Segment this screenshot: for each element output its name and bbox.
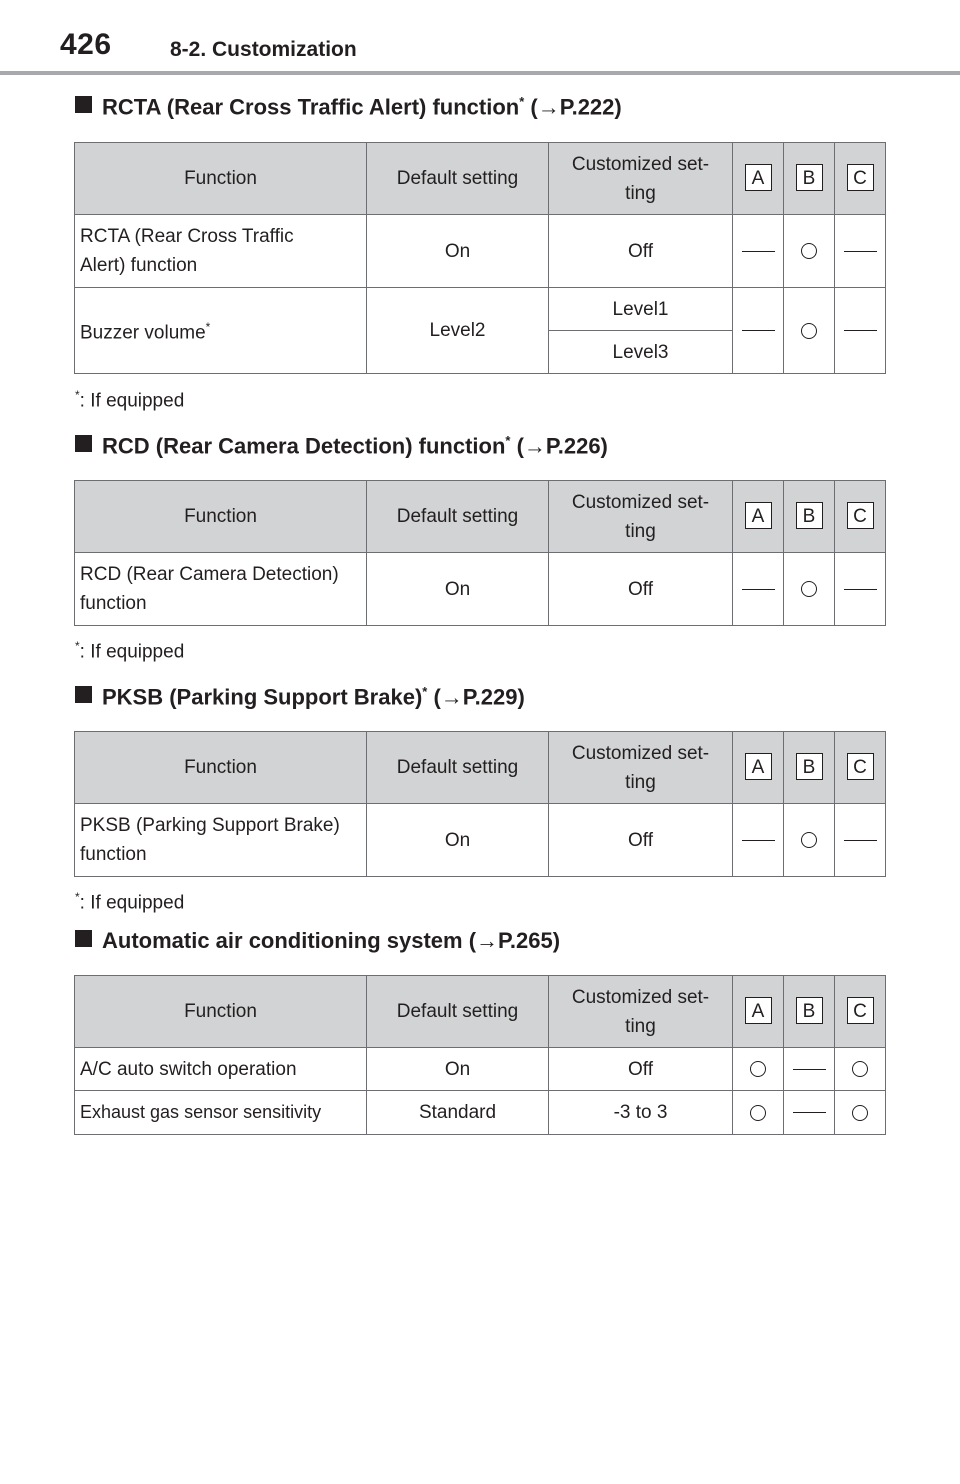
cell-function: RCTA (Rear Cross Traffic Alert) function — [75, 215, 367, 288]
col-customized: Customized set- ting — [549, 732, 733, 804]
cell-customized: Off — [549, 804, 733, 877]
cell-default: On — [367, 804, 549, 877]
table-row — [75, 804, 886, 877]
cell-customized: Level3 — [549, 331, 733, 374]
footnote: *: If equipped — [75, 639, 185, 663]
cell-function: Exhaust gas sensor sensitivity — [75, 1091, 367, 1135]
dash-icon — [835, 804, 886, 877]
dash-icon — [733, 215, 784, 288]
col-c: C — [835, 481, 886, 553]
circle-icon — [733, 1048, 784, 1091]
table-header-row — [75, 976, 886, 1048]
page-header — [0, 0, 960, 76]
table-header-row — [75, 481, 886, 553]
cell-function: A/C auto switch operation — [75, 1048, 367, 1091]
page-reference: (→P.265) — [468, 928, 561, 953]
col-default: Default setting — [367, 481, 549, 553]
col-c: C — [835, 976, 886, 1048]
col-a: A — [733, 143, 784, 215]
page-reference: (→P.229) — [433, 684, 525, 710]
circle-icon — [784, 215, 835, 288]
cell-default: On — [367, 1048, 549, 1091]
table-header-row — [75, 732, 886, 804]
dash-icon — [733, 804, 784, 877]
cell-default: On — [367, 215, 549, 288]
square-bullet-icon — [75, 96, 92, 113]
cell-function: RCD (Rear Camera Detection) function — [75, 553, 367, 626]
dash-icon — [733, 553, 784, 626]
cell-function: Buzzer volume* — [75, 288, 367, 374]
square-bullet-icon — [75, 435, 92, 452]
header-rule — [0, 71, 960, 75]
cell-function: PKSB (Parking Support Brake) function — [75, 804, 367, 877]
col-function: Function — [75, 976, 367, 1048]
cell-customized: Off — [549, 215, 733, 288]
circle-icon — [784, 804, 835, 877]
table-row — [75, 553, 886, 626]
dash-icon — [733, 288, 784, 374]
page-reference: (→P.226) — [516, 433, 608, 459]
circle-icon — [784, 553, 835, 626]
section-title-pksb: PKSB (Parking Support Brake)* (→P.229) — [75, 684, 525, 710]
cell-default: Level2 — [367, 288, 549, 374]
circle-icon — [835, 1091, 886, 1135]
dash-icon — [784, 1048, 835, 1091]
table-row — [75, 215, 886, 288]
col-default: Default setting — [367, 976, 549, 1048]
col-customized: Customized set- ting — [549, 481, 733, 553]
table-rcd — [74, 480, 886, 626]
square-bullet-icon — [75, 930, 92, 947]
col-function: Function — [75, 143, 367, 215]
col-function: Function — [75, 732, 367, 804]
cell-customized: -3 to 3 — [549, 1091, 733, 1135]
table-row — [75, 1091, 886, 1135]
circle-icon — [784, 288, 835, 374]
col-default: Default setting — [367, 143, 549, 215]
col-default: Default setting — [367, 732, 549, 804]
section-title-air-conditioning: Automatic air conditioning system (→P.265) — [75, 928, 560, 954]
dash-icon — [784, 1091, 835, 1135]
square-bullet-icon — [75, 686, 92, 703]
section-title-rcta: RCTA (Rear Cross Traffic Alert) function* (→P.222) — [75, 94, 622, 120]
col-customized: Customized set- ting — [549, 976, 733, 1048]
table-rcta — [74, 142, 886, 374]
col-b: B — [784, 481, 835, 553]
circle-icon — [835, 1048, 886, 1091]
table-header-row — [75, 143, 886, 215]
table-pksb — [74, 731, 886, 877]
cell-default: Standard — [367, 1091, 549, 1135]
circle-icon — [733, 1091, 784, 1135]
dash-icon — [835, 215, 886, 288]
dash-icon — [835, 288, 886, 374]
col-b: B — [784, 143, 835, 215]
dash-icon — [835, 553, 886, 626]
chapter-title: 8-2. Customization — [170, 38, 357, 61]
cell-customized: Off — [549, 553, 733, 626]
page-number: 426 — [60, 28, 112, 61]
col-a: A — [733, 481, 784, 553]
section-title-rcd: RCD (Rear Camera Detection) function* (→P.226) — [75, 433, 608, 459]
footnote: *: If equipped — [75, 890, 185, 914]
col-c: C — [835, 143, 886, 215]
cell-customized: Off — [549, 1048, 733, 1091]
col-b: B — [784, 732, 835, 804]
col-customized: Customized set- ting — [549, 143, 733, 215]
cell-customized: Level1 — [549, 288, 733, 331]
table-row — [75, 288, 886, 331]
table-row — [75, 1048, 886, 1091]
col-c: C — [835, 732, 886, 804]
col-a: A — [733, 732, 784, 804]
cell-default: On — [367, 553, 549, 626]
col-b: B — [784, 976, 835, 1048]
page-reference: (→P.222) — [530, 94, 622, 120]
col-a: A — [733, 976, 784, 1048]
table-air-conditioning — [74, 975, 886, 1135]
col-function: Function — [75, 481, 367, 553]
footnote: *: If equipped — [75, 388, 185, 412]
